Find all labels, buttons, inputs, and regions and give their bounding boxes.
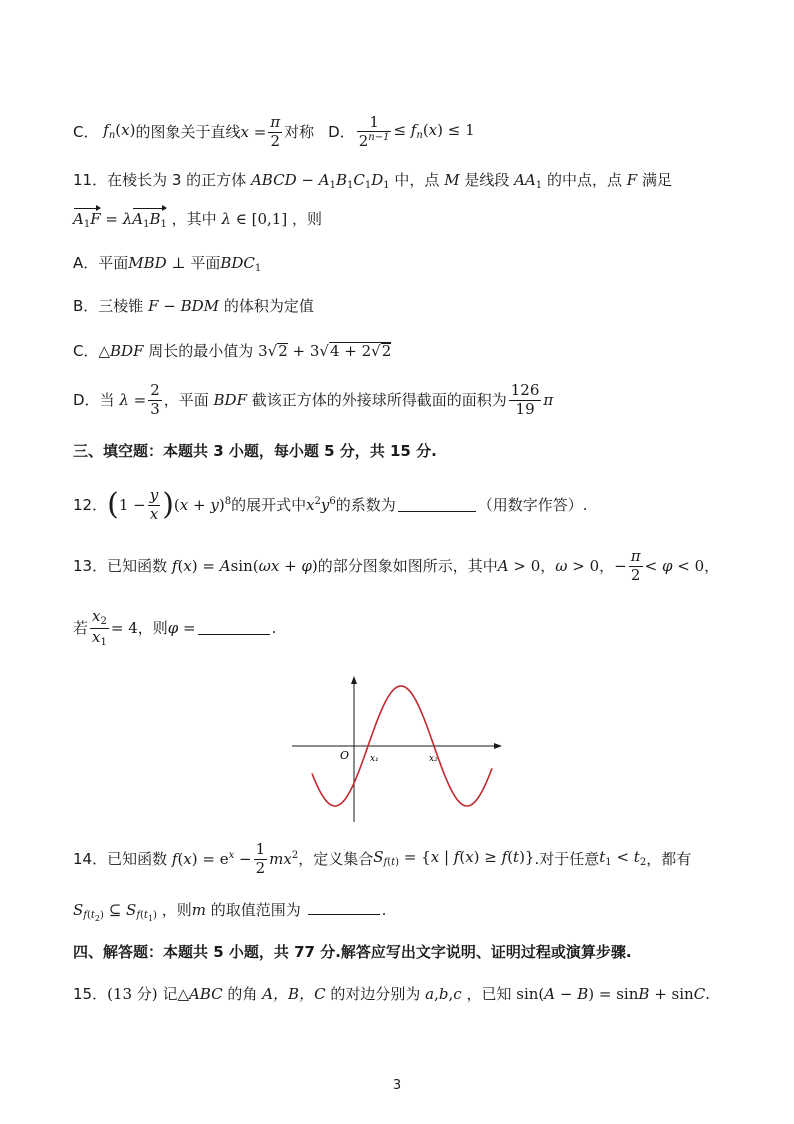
q10-options <box>73 112 475 152</box>
q11-option-c-mid: 周长的最小值为 <box>148 342 254 360</box>
q14-text2: ，定义集合 <box>298 849 374 868</box>
q11-option-a-mid: 平面 <box>190 254 221 272</box>
q11-plane-mbd: MBD <box>128 254 167 272</box>
q14-period: . <box>381 901 387 919</box>
y-axis-arrow-icon <box>351 676 357 684</box>
q13-conditions: A > 0，ω > 0，− <box>497 556 627 575</box>
q13-sine-graph <box>290 674 505 824</box>
q14-m: m <box>191 901 206 919</box>
q13-answer-blank[interactable] <box>198 622 270 635</box>
q11-stem-line1 <box>73 173 672 191</box>
q11-option-d <box>73 380 553 420</box>
q11-option-d-tail: 截该正方体的外接球所得截面的面积为 <box>251 390 507 409</box>
q10-option-c-text: 的图象关于直线 <box>135 122 241 141</box>
q12-left-paren: ( <box>107 487 119 522</box>
q10-option-d-label: D． <box>328 122 355 141</box>
q15-sides: a,b,c <box>425 985 462 1003</box>
q10-fn-expression: $f_n(x)$ <box>98 121 136 141</box>
q11-text4: 的中点，点 <box>546 171 622 189</box>
page-number: 3 <box>392 1078 402 1093</box>
q13-line2-mid: ，则 <box>137 618 168 637</box>
q13-text1: 已知函数 <box>107 556 168 575</box>
q13-line2-prefix: 若 <box>73 618 89 637</box>
x-axis-arrow-icon <box>494 743 502 749</box>
q11-text2: 中，点 <box>394 171 440 189</box>
section-4-heading: 四、解答题：本题共 5 小题，共 77 分.解答应写出文字说明、证明过程或演算步骤. <box>73 943 632 961</box>
q14-set-definition: $S_{f(t)} = \{x$ | f(x) ≥ f(t)} <box>373 848 535 868</box>
q11-vector-eq: $A_1F = \lambda A_1B_1$ <box>73 210 167 230</box>
q11-option-d-label: D．当 <box>73 390 115 409</box>
q12-text3: （用数字作答）. <box>477 495 588 514</box>
q11-pi: π <box>543 390 554 409</box>
q15-equation: sin(A − B) = sinB + sinC. <box>516 985 710 1003</box>
q11-option-d-mid: ，平面 <box>163 390 209 409</box>
q15-number: 15． <box>73 985 108 1003</box>
q15-triangle: ABC <box>188 985 223 1003</box>
q11-triangle-bdf: BDF <box>110 342 144 360</box>
q14-stem-line2 <box>73 902 386 923</box>
q13-stem-line2 <box>73 606 276 650</box>
q14-mx2: $mx^2$ <box>269 850 299 868</box>
triangle-icon: △ <box>98 342 111 360</box>
q11-two-thirds: $\frac{2}{3}$ <box>150 381 160 418</box>
q12-text1: 的展开式中 <box>231 495 307 514</box>
q10-d-inequality: ≤ $f_n(x) \le 1$ <box>393 121 475 141</box>
section-3-heading: 三、填空题：本题共 3 小题，每小题 5 分，共 15 分. <box>73 442 437 460</box>
q14-text3: .对于任意 <box>534 849 600 868</box>
q15-score: (13 分) <box>107 985 158 1003</box>
q11-option-a <box>73 256 261 274</box>
q13-text2: 的部分图象如图所示，其中 <box>317 556 498 575</box>
q14-stem-line1 <box>73 838 691 880</box>
origin-label: O <box>340 749 350 762</box>
q11-min-perimeter: 3√2 + 3√4 + 2√2 <box>258 342 392 360</box>
q14-number: 14． <box>73 849 108 868</box>
q15-text1: 记△ <box>162 985 189 1003</box>
q11-area-fraction: $\frac{126}{19}$ <box>510 381 540 418</box>
q14-function: $f(x) = e^x$ − <box>167 850 252 868</box>
q15-text4: ，已知 <box>466 985 512 1003</box>
q12-binomial: $(x + y)^8$ <box>173 496 232 514</box>
q13-neg-pi-over-2: $\frac{\pi}{2}$ <box>630 547 641 584</box>
q10-option-c-label: C． <box>73 122 99 141</box>
q12-number: 12． <box>73 495 108 514</box>
q15-stem <box>73 987 710 1002</box>
q13-period: . <box>271 618 277 637</box>
q11-text5: 满足 <box>641 171 672 189</box>
q11-option-c <box>73 342 391 359</box>
q10-option-c-tail: 对称 <box>284 122 315 141</box>
q11-text7: ，则 <box>291 210 322 228</box>
q14-text4: ，都有 <box>646 849 692 868</box>
q11-option-b <box>73 299 314 314</box>
q12-one-minus: 1 − <box>118 495 146 514</box>
q11-option-a-label: A．平面 <box>73 254 129 272</box>
q11-text3: 是线段 <box>464 171 510 189</box>
q11-stem-line2 <box>73 212 322 230</box>
q13-phi: φ = <box>167 618 196 637</box>
q12-stem <box>73 484 588 526</box>
q12-term: $x^2y^6$ <box>306 496 336 514</box>
q11-point-m: M <box>444 171 460 189</box>
q11-lambda-value: λ = <box>114 390 147 409</box>
x2-label: x₂ <box>429 754 438 764</box>
q10-line-expression: x = <box>240 122 267 141</box>
q11-lambda-range: λ ∈ [0,1] <box>221 210 288 228</box>
q11-number: 11． <box>73 171 108 189</box>
q11-option-c-label: C． <box>73 342 99 360</box>
q10-d-fraction: $\frac{1}{2^{n-1}}$ <box>358 112 390 150</box>
q12-right-paren: ) <box>162 487 174 522</box>
q11-text1: 在棱长为 3 的正方体 <box>107 171 247 189</box>
q14-line2-mid: ，则 <box>161 901 192 919</box>
q11-segment: $AA_1$ <box>514 171 543 191</box>
q13-number: 13． <box>73 556 108 575</box>
q11-plane-bdc1: $BDC_1$ <box>220 254 262 274</box>
x1-label: x₁ <box>370 754 379 764</box>
q14-text1: 已知函数 <box>107 849 168 868</box>
q13-phi-range: < φ < 0， <box>644 556 720 575</box>
q11-cube-name: ABCD − $A_1B_1C_1D_1$ <box>250 171 390 191</box>
q11-point-f: F <box>626 171 638 189</box>
q11-text6: ，其中 <box>171 210 217 228</box>
q12-y-over-x: $\frac{y}{x}$ <box>149 486 159 523</box>
q13-stem-line1 <box>73 546 719 586</box>
q15-angles: A，B，C <box>262 985 326 1003</box>
q14-answer-blank[interactable] <box>308 902 380 915</box>
q11-option-b-tail: 的体积为定值 <box>223 297 314 315</box>
q13-ratio-value: = 4 <box>110 618 138 637</box>
q13-x-ratio: $\frac{x_2}{x_1}$ <box>92 607 107 648</box>
q15-text2: 的角 <box>227 985 258 1003</box>
perpendicular-icon: ⊥ <box>171 254 186 272</box>
q11-plane-bdf: BDF <box>208 390 252 409</box>
q10-pi-over-2: $\frac{\pi}{2}$ <box>270 113 281 150</box>
q15-text3: 的对边分别为 <box>330 985 421 1003</box>
q14-line2-tail: 的取值范围为 <box>210 901 301 919</box>
q13-function: f(x) = Asin(ωx + φ) <box>167 556 318 575</box>
q11-tetrahedron: F − BDM <box>148 297 220 315</box>
q14-subset-relation: $S_{f(t_2)}$ ⊆ $S_{f(t_1)}$ <box>73 901 157 923</box>
q12-answer-blank[interactable] <box>398 499 476 512</box>
q12-text2: 的系数为 <box>335 495 396 514</box>
q11-option-b-label: B．三棱锥 <box>73 297 144 315</box>
q14-one-half: $\frac{1}{2}$ <box>255 840 266 877</box>
q14-t-order: $t_1 < t_2$ <box>599 848 647 868</box>
